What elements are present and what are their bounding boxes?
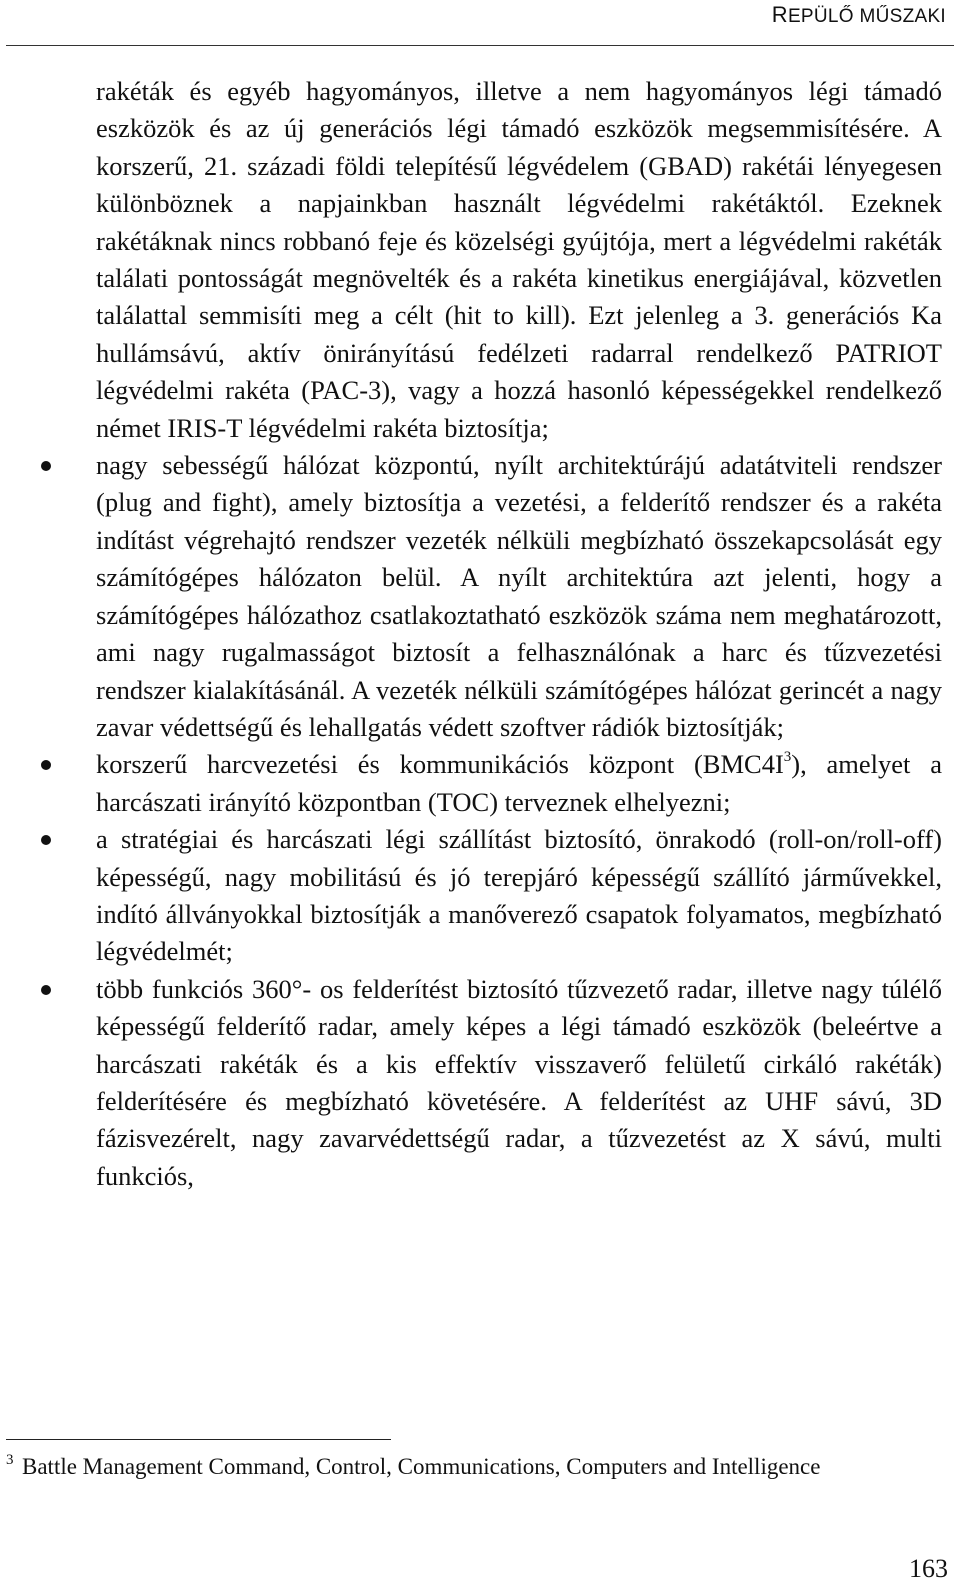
list-item-text: több funkciós 360°- os felderítést biztosító tűzvezető radar, illetve nagy túlélő képességű felderítő radar, amely képes a légi támadó eszközök (beleértve a harcászati rakéták és a kis effektív visszaverő felületű cirkáló rakéták) felderítésére és megbízható követésére. A felderítést az UHF sávú, 3D fázisvezérelt, nagy zavarvédettségű radar, a tűzvezetést az X sávú, multi funkciós, [96,973,942,1191]
main-text [96,73,942,1195]
list-item-text-end: ), amelyet a harcászati irányító központban (TOC) terveznek elhelyezni; [96,749,942,817]
list-item [96,447,942,746]
list-item [96,746,942,821]
list-item-text [96,746,942,821]
footnote-divider [6,1439,391,1440]
list-item-text-start: korszerű harcvezetési és kommunikációs központ (BMC4I [96,749,784,780]
footnote-text: Battle Management Command, Control, Communications, Computers and Intelligence [22,1454,821,1479]
footnote [6,1451,836,1482]
bullet-icon [41,835,51,845]
intro-paragraph: rakéták és egyéb hagyományos, illetve a nem hagyományos légi támadó eszközök és az új generációs légi támadó eszközök megsemmisítésére. A korszerű, 21. századi földi telepítésű légvédelem (GBAD) rakétái lényegesen különböznek a napjainkban használt légvédelmi rakétáktól. Ezeknek rakétáknak nincs robbanó feje és közelségi gyújtója, mert a légvédelmi rakéták találati pontosságát megnövelték és a rakéta kinetikus energiájával, közvetlen találattal semmisíti meg a célt (hit to kill). Ezt jelenleg a 3. generációs Ka hullámsávú, aktív önirányítású fedélzeti radarral rendelkező PATRIOT légvédelmi rakéta (PAC-3), vagy a hozzá hasonló képességekkel rendelkező német IRIS-T légvédelmi rakéta biztosítja; [96,76,942,443]
bullet-icon [41,985,51,995]
bullet-icon [41,461,51,471]
header-divider [6,45,954,46]
list-item [96,971,942,1195]
list-item-text: a stratégiai és harcászati légi szállítást biztosító, önrakodó (roll-on/roll-off) képességű, nagy mobilitású és jó terepjáró képességű szállító járművekkel, indító állványokkal biztosítják a manőverező csapatok folyamatos, megbízható légvédelmét; [96,824,942,967]
bullet-icon [41,760,51,770]
running-header [772,2,946,28]
running-header-rest: EPÜLŐ MŰSZAKI [787,6,946,27]
running-header-initial: R [771,2,788,27]
list-item-text: nagy sebességű hálózat központú, nyílt architektúrájú adatátviteli rendszer (plug and fight), amely biztosítja a vezetési, a felderítő rendszer és a rakéta indítást végrehajtó rendszer vezeték nélküli megbízható összekapcsolását egy számítógépes hálózaton belül. A nyílt architektúra azt jelenti, hogy a számítógépes hálózathoz csatlakoztatható eszközök száma nem meghatározott, ami nagy rugalmasságot biztosít a felhasználónak a harc és tűzvezetési rendszer kialakításánál. A vezeték nélküli számítógépes hálózat gerincét a nagy zavar védettségű és lehallgatás védett szoftver rádiók biztosítják; [96,450,942,742]
footnote-mark: 3 [6,1452,14,1468]
list-item [96,821,942,971]
footnote-reference[interactable]: 3 [783,749,792,766]
page-number: 163 [909,1554,948,1583]
